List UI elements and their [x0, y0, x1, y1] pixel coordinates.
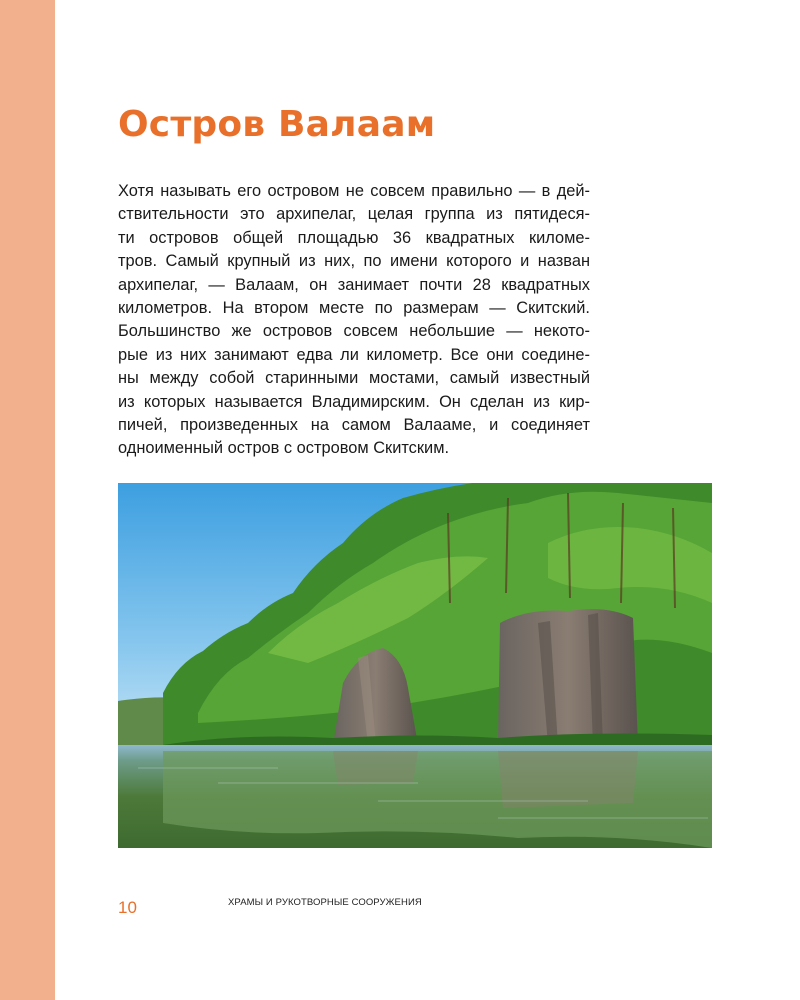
- body-paragraph: [118, 180, 590, 461]
- body-line: ствительности это архипелаг, целая группа из пятидеся-: [118, 205, 590, 224]
- body-line: ны между собой старинными мостами, самый известный: [118, 369, 590, 388]
- body-line: Большинство же островов совсем небольшие — некото-: [118, 322, 590, 341]
- rock-cliff-right: [498, 609, 638, 745]
- page-number: 10: [118, 898, 137, 917]
- body-line: километров. На втором месте по размерам — Скитский.: [118, 299, 590, 318]
- body-line: одноименный остров с островом Скитским.: [118, 439, 450, 458]
- side-color-stripe: [0, 0, 55, 1000]
- body-line: пичей, произведенных на самом Валааме, и соединяет: [118, 416, 590, 435]
- body-line: тров. Самый крупный из них, по имени которого и назван: [118, 252, 590, 271]
- body-line: Хотя называть его островом не совсем правильно — в дей-: [118, 182, 590, 200]
- body-line: ти островов общей площадью 36 квадратных киломе-: [118, 228, 590, 247]
- page-title: Остров Валаам: [118, 104, 436, 145]
- body-line: рые из них занимают едва ли километр. Все они соедине-: [118, 345, 590, 364]
- lake-island-photo: [118, 483, 712, 848]
- running-footer: ХРАМЫ И РУКОТВОРНЫЕ СООРУЖЕНИЯ: [228, 897, 422, 908]
- body-line: из которых называется Владимирским. Он сделан из кир-: [118, 392, 590, 411]
- body-line: архипелаг, — Валаам, он занимает почти 28 квадратных: [118, 275, 590, 294]
